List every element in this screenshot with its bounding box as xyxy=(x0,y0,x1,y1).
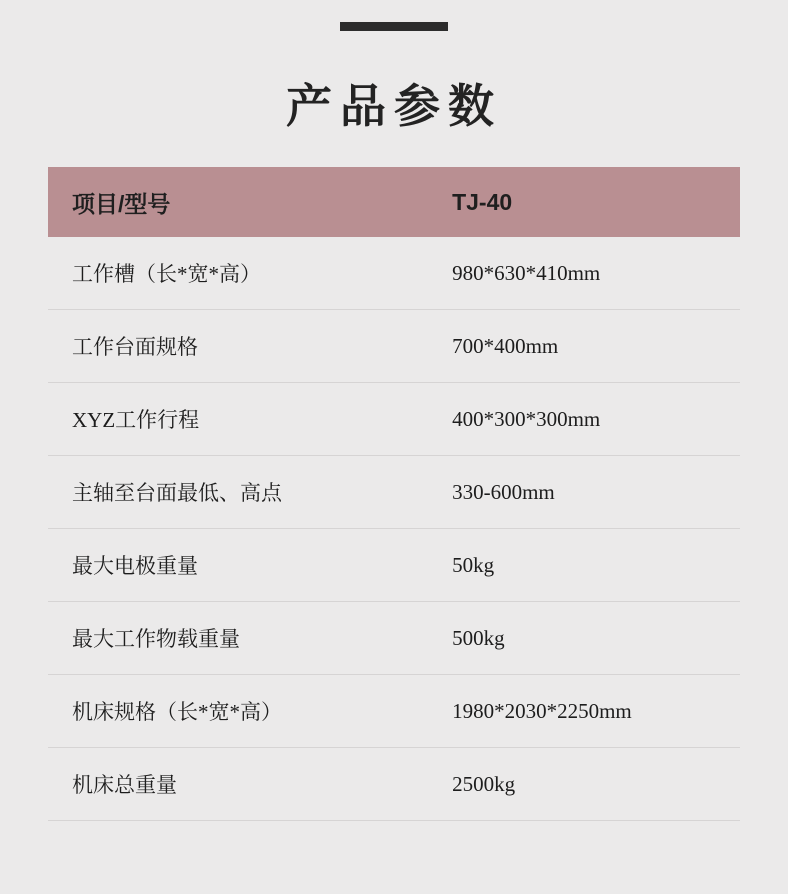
spec-name: 工作槽（长*宽*高） xyxy=(48,237,438,310)
header-cell-model: TJ-40 xyxy=(438,167,740,237)
table-row xyxy=(48,237,740,310)
spec-value: 1980*2030*2250mm xyxy=(438,675,740,748)
table-row xyxy=(48,675,740,748)
spec-name: XYZ工作行程 xyxy=(48,383,438,456)
spec-name: 机床总重量 xyxy=(48,748,438,821)
title-divider-bar xyxy=(340,22,448,31)
spec-value: 500kg xyxy=(438,602,740,675)
table-row xyxy=(48,383,740,456)
spec-name: 最大工作物载重量 xyxy=(48,602,438,675)
spec-value: 980*630*410mm xyxy=(438,237,740,310)
header-cell-item: 项目/型号 xyxy=(48,167,438,237)
spec-value: 50kg xyxy=(438,529,740,602)
table-row xyxy=(48,529,740,602)
table-row xyxy=(48,602,740,675)
spec-table xyxy=(48,167,740,821)
table-header-row xyxy=(48,167,740,237)
spec-name: 主轴至台面最低、高点 xyxy=(48,456,438,529)
table-row xyxy=(48,748,740,821)
spec-value: 2500kg xyxy=(438,748,740,821)
spec-name: 机床规格（长*宽*高） xyxy=(48,675,438,748)
spec-table-container xyxy=(48,167,740,821)
spec-value: 700*400mm xyxy=(438,310,740,383)
product-spec-page xyxy=(0,22,788,894)
spec-value: 400*300*300mm xyxy=(438,383,740,456)
table-row xyxy=(48,310,740,383)
spec-name: 最大电极重量 xyxy=(48,529,438,602)
table-row xyxy=(48,456,740,529)
spec-name: 工作台面规格 xyxy=(48,310,438,383)
spec-value: 330-600mm xyxy=(438,456,740,529)
page-title: 产品参数 xyxy=(286,80,502,132)
